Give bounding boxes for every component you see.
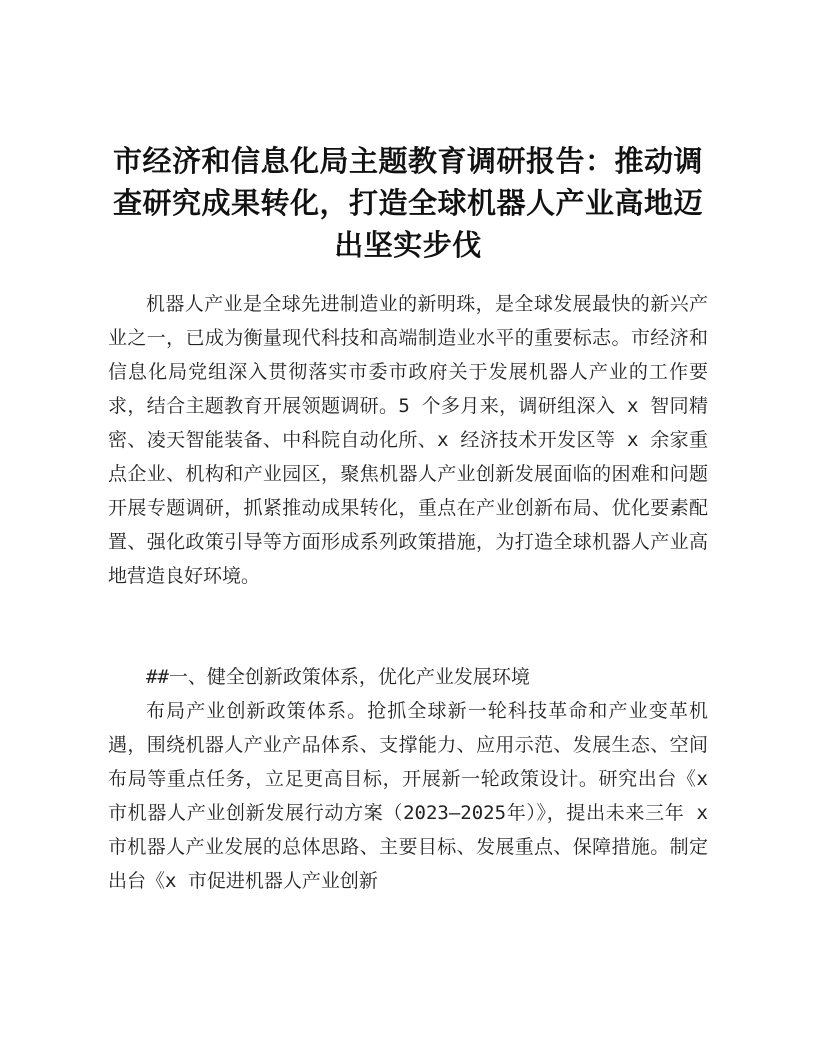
section-paragraph: 布局产业创新政策体系。抢抓全球新一轮科技革命和产业变革机遇，围绕机器人产业产品体系、支撑能力、应用示范、发展生态、空间布局等重点任务，立足更高目标，开展新一轮政策设计。研究出台《x 市机器人产业创新发展行动方案（2023—2025年）》，提出未来三年 x 市机器人产业发展的总体思路、主要目标、发展重点、保障措施。制定出台《x 市促进机器人产业创新 [108,700,708,892]
intro-paragraph: 机器人产业是全球先进制造业的新明珠，是全球发展最快的新兴产业之一，已成为衡量现代科技和高端制造业水平的重要标志。市经济和信息化局党组深入贯彻落实市委市政府关于发展机器人产业的工作要求，结合主题教育开展领题调研。5 个多月来，调研组深入 x 智同精密、凌天智能装备、中科院自动化所、x 经济技术开发区等 x 余家重点企业、机构和产业园区，聚焦机器人产业创新发展面临的困难和问题开展专题调研，抓紧推动成果转化，重点在产业创新布局、优化要素配置、强化政策引导等方面形成系列政策措施，为打造全球机器人产业高地营造良好环境。 [108,293,708,587]
document-title: 市经济和信息化局主题教育调研报告：推动调查研究成果转化，打造全球机器人产业高地迈出坚实步伐 [112,144,703,262]
section-heading: ##一、健全创新政策体系，优化产业发展环境 [146,666,530,688]
section-body [108,694,708,898]
document-body [108,287,708,593]
section-heading-container [108,660,708,694]
